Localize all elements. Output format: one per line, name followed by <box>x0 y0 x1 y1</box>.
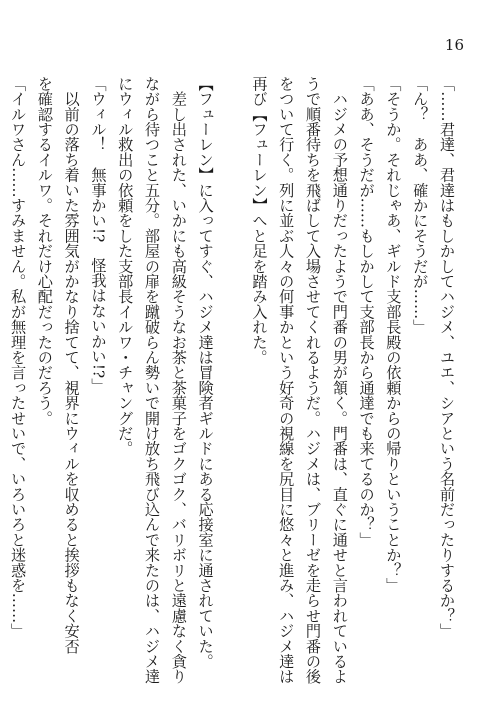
text-line: をついて行く。列に並ぶ人々の何事かという好奇の視線を尻目に悠々と進み、ハジメ達は <box>277 76 296 684</box>
text-line: ながら待つこと五分。部屋の扉を蹴破らん勢いで開け放ち飛び込んで来たのは、ハジメ達 <box>143 76 162 684</box>
text-line: 【フューレン】に入ってすぐ、ハジメ達は冒険者ギルドにある応接室に通されていた。 <box>196 76 215 669</box>
text-line: 「そうか。それじゃあ、ギルド支部長殿の依頼からの帰りということか？」 <box>384 76 403 593</box>
text-line: ハジメの予想通りだったようで門番の男が頷く。門番は、直ぐに通せと言われているよ <box>330 76 349 684</box>
novel-text-block <box>9 76 460 684</box>
page-number: 16 <box>444 36 464 54</box>
text-line: うで順番待ちを飛ばして入場させてくれるようだ。ハジメは、ブリーゼを走らせ門番の後 <box>304 76 323 684</box>
text-line: 「ウィル！ 無事かい!? 怪我はないかい!?」 <box>89 76 108 394</box>
text-line: 「ん？ ああ、確かにそうだが……」 <box>411 76 430 335</box>
text-line: 「……君達、君達はもしかしてハジメ、ユエ、シアという名前だったりするか？」 <box>438 76 456 639</box>
text-line: 差し出された、いかにも高級そうなお茶と茶菓子をゴクゴク、バリボリと遠慮なく貪り <box>169 76 188 684</box>
text-line: にウィル救出の依頼をした支部長イルワ・チャングだ。 <box>116 76 135 456</box>
text-line: を確認するイルワ。それだけ心配だったのだろう。 <box>35 76 54 426</box>
text-line: 以前の落ち着いた雰囲気がかなり捨てて、視界にウィルを収めると挨拶もなく安否 <box>62 76 81 654</box>
text-line: 「ああ、そうだが……もしかして支部長から通達でも来てるのか？」 <box>357 76 376 548</box>
text-line: 「イルワさん……すみません。私が無理を言ったせいで、いろいろと迷惑を……」 <box>9 76 28 639</box>
text-line: 再び【フューレン】へと足を踏み入れた。 <box>250 76 269 365</box>
scene-break <box>219 76 246 664</box>
